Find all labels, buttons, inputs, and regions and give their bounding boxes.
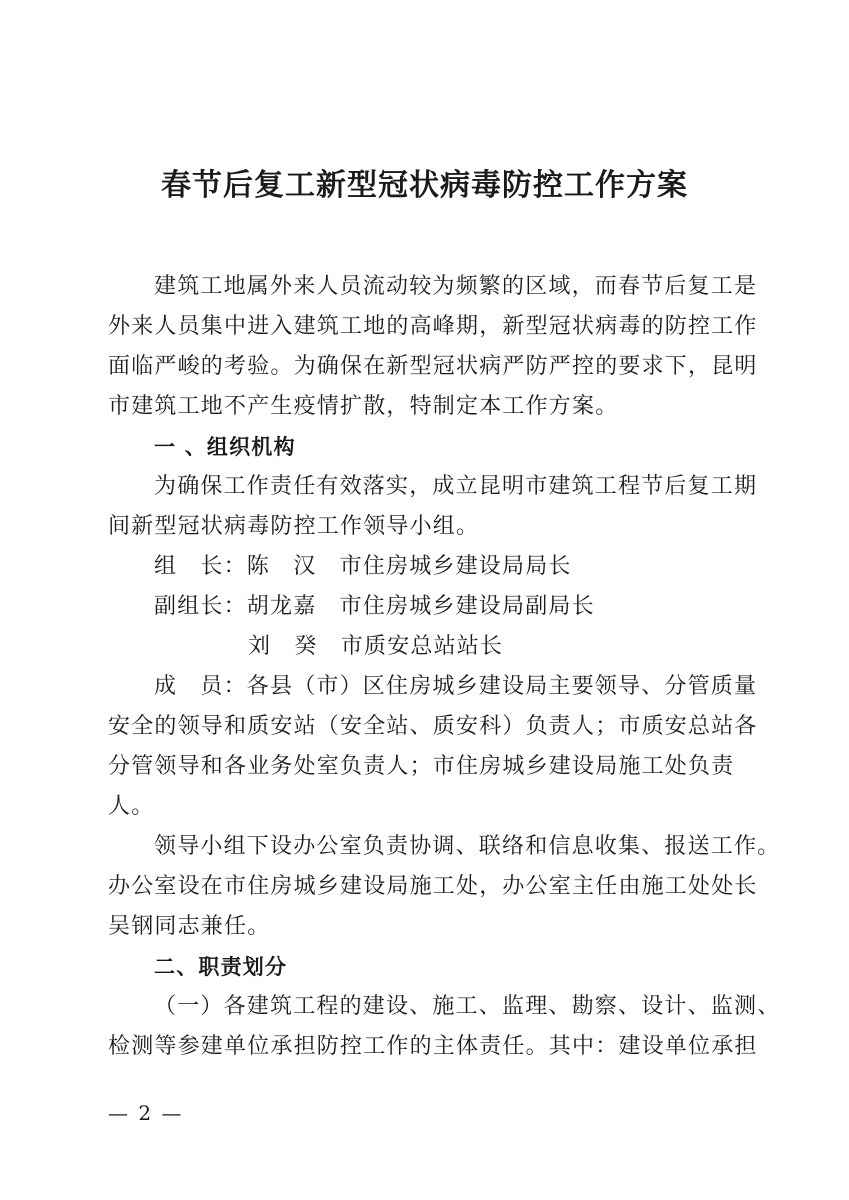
paragraph-line: 领导小组下设办公室负责协调、联络和信息收集、报送工作。 (154, 834, 781, 859)
section-heading-responsibilities: 二、职责划分 (154, 955, 288, 979)
paragraph-line: 面临严峻的考验。为确保在新型冠状病严防严控的要求下，昆明 (108, 354, 758, 379)
deputy-leader-row: 刘 癸 市质安总站站长 (248, 634, 504, 659)
section-heading-organization: 一 、组织机构 (154, 435, 296, 459)
page-number: — 2 — (108, 1101, 184, 1125)
paragraph-line: 市建筑工地不产生疫情扩散，特制定本工作方案。 (108, 394, 619, 419)
paragraph-line: 办公室设在市住房城乡建设局施工处，办公室主任由施工处处长 (108, 874, 758, 899)
paragraph-line: 检测等参建单位承担防控工作的主体责任。其中：建设单位承担 (108, 1034, 758, 1059)
paragraph-line: 建筑工地属外来人员流动较为频繁的区域，而春节后复工是 (154, 274, 758, 299)
paragraph-line: 外来人员集中进入建筑工地的高峰期，新型冠状病毒的防控工作 (108, 314, 758, 339)
members-row: 成 员：各县（市）区住房城乡建设局主要领导、分管质量 (154, 674, 758, 699)
paragraph-line: 分管领导和各业务处室负责人；市住房城乡建设局施工处负责 (108, 754, 735, 779)
paragraph-line: 间新型冠状病毒防控工作领导小组。 (108, 514, 480, 539)
leader-row: 组 长：陈 汉 市住房城乡建设局局长 (154, 554, 572, 579)
paragraph-line: 安全的领导和质安站（安全站、质安科）负责人；市质安总站各 (108, 714, 758, 739)
deputy-leader-row: 副组长：胡龙嘉 市住房城乡建设局副局长 (154, 594, 595, 619)
document-title: 春节后复工新型冠状病毒防控工作方案 (161, 168, 688, 203)
paragraph-line: 为确保工作责任有效落实，成立昆明市建筑工程节后复工期 (154, 474, 758, 499)
paragraph-line: 人。 (108, 794, 155, 819)
paragraph-line: （一）各建筑工程的建设、施工、监理、勘察、设计、监测、 (154, 994, 781, 1019)
paragraph-line: 吴钢同志兼任。 (108, 914, 271, 939)
